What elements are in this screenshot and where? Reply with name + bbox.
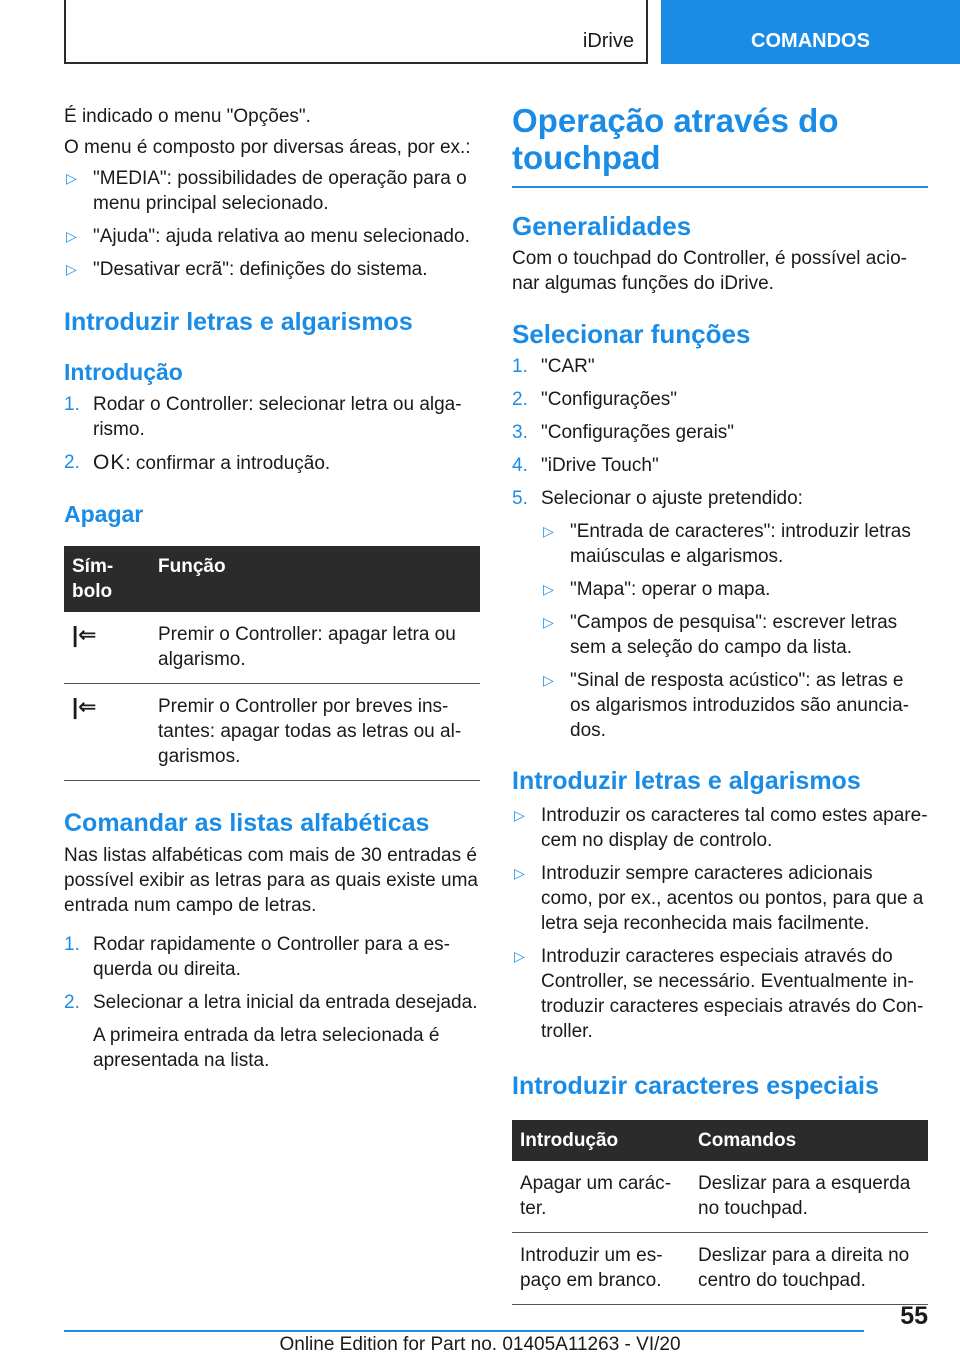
list-item: 1. Rodar rapidamente o Controller para a esquerda ou direita.: [64, 934, 450, 980]
table-row: [512, 1233, 928, 1305]
triangle-bullet-icon: ▷: [543, 523, 554, 539]
list-item: 4. "iDrive Touch": [512, 455, 659, 476]
heading-alphabetic-lists: Comandar as listas alfabéticas: [64, 809, 430, 837]
list-item: 2. "Configurações": [512, 389, 678, 410]
list-item: 5. Selecionar o ajuste pretendido:: [512, 488, 803, 509]
triangle-bullet-icon: ▷: [514, 865, 525, 881]
delete-icon: |⇐: [64, 684, 150, 781]
special-characters-table: [512, 1120, 928, 1305]
list-item: ▷ Introduzir sempre caracteres adicionais como, por ex., acentos ou pontos, para que a letra seja reconhecida mais facilmente.: [514, 863, 924, 934]
page-number: 55: [900, 1302, 928, 1330]
list-item: ▷ "Entrada de caracteres": introduzir letras maiúsculas e algarismos.: [543, 521, 911, 567]
footer-edition-text: Online Edition for Part no. 01405A11263 - VI/20: [279, 1334, 681, 1355]
options-menu-areas: O menu é composto por diversas áreas, por ex.:: [64, 137, 471, 158]
footer-edition: [0, 1334, 960, 1356]
triangle-bullet-icon: ▷: [543, 614, 554, 630]
heading-rule: [512, 186, 928, 188]
left-column: [64, 100, 480, 1073]
list-item: ▷ Introduzir os caracteres tal como estes aparecem no display de controlo.: [514, 805, 928, 851]
alphabetic-lists-steps: [64, 932, 480, 1015]
column-header-function: Função: [150, 546, 480, 612]
heading-introduction: Introdução: [64, 359, 183, 385]
triangle-bullet-icon: ▷: [66, 170, 77, 186]
options-menu-list: [64, 166, 480, 282]
ok-icon: OK: [93, 451, 126, 474]
alphabetic-lists-text: Nas listas alfabéticas com mais de 30 entradas é possível exibir as letras para as quais existe uma entrada num campo de letras.: [64, 845, 478, 916]
list-item: ▷ "Ajuda": ajuda relativa ao menu selecionado.: [66, 226, 470, 247]
triangle-bullet-icon: ▷: [514, 948, 525, 964]
table-cell: Premir o Controller por breves instantes: apagar todas as letras ou algarismos.: [150, 684, 480, 781]
heading-special-characters: Introduzir caracteres especiais: [512, 1072, 879, 1100]
column-header-symbol: Símbolo: [64, 546, 150, 612]
table-cell: Premir o Controller: apagar letra ou algarismo.: [150, 612, 480, 684]
list-item: ▷ "Campos de pesquisa": escrever letras sem a seleção do campo da lista.: [543, 612, 898, 658]
table-cell: Apagar um carácter.: [512, 1161, 690, 1233]
footer-rule: [64, 1330, 864, 1332]
delete-table: [64, 546, 480, 781]
general-text: Com o touchpad do Controller, é possível acionar algumas funções do iDrive.: [512, 248, 907, 294]
header-chapter-tab: [661, 0, 960, 64]
table-row: [64, 612, 480, 684]
heading-touchpad-operation: Operação através do touchpad: [512, 102, 839, 176]
table-cell: Deslizar para a direita no centro do touchpad.: [690, 1233, 928, 1305]
right-column: [512, 100, 928, 1305]
introduction-steps: [64, 392, 480, 476]
table-cell: Deslizar para a esquerda no touchpad.: [690, 1161, 928, 1233]
triangle-bullet-icon: ▷: [66, 261, 77, 277]
list-item: ▷ "MEDIA": possibilidades de operação para o menu principal selecionado.: [66, 168, 467, 214]
column-header-input: Introdução: [512, 1120, 690, 1161]
table-header-row: [64, 546, 480, 612]
delete-icon: |⇐: [64, 612, 150, 684]
triangle-bullet-icon: ▷: [543, 581, 554, 597]
heading-delete: Apagar: [64, 501, 144, 527]
list-item: 2. Selecionar a letra inicial da entrada desejada.: [64, 992, 478, 1013]
header-chapter-label: COMANDOS: [751, 30, 870, 52]
triangle-bullet-icon: ▷: [543, 672, 554, 688]
heading-enter-letters: Introduzir letras e algarismos: [64, 308, 413, 336]
header-section-box: [64, 0, 648, 64]
heading-enter-letters-touchpad: Introduzir letras e algarismos: [512, 767, 861, 795]
select-functions-steps: [512, 354, 928, 511]
heading-general: Generalidades: [512, 211, 692, 241]
table-cell: Introduzir um espaço em branco.: [512, 1233, 690, 1305]
header-section-label: iDrive: [582, 30, 634, 52]
list-item: ▷ "Sinal de resposta acústico": as letras e os algarismos introduzidos são anunciados.: [543, 670, 910, 741]
table-row: [64, 684, 480, 781]
options-menu-intro: É indicado o menu "Opções".: [64, 106, 311, 127]
table-header-row: [512, 1120, 928, 1161]
heading-select-functions: Selecionar funções: [512, 319, 751, 349]
list-item: 1. Rodar o Controller: selecionar letra ou algarismo.: [64, 394, 462, 440]
column-header-commands: Comandos: [690, 1120, 928, 1161]
enter-letters-list: [512, 803, 928, 1044]
list-item: 2. OK: confirmar a introdução.: [64, 451, 331, 474]
list-item: ▷ "Desativar ecrã": definições do sistema.: [66, 259, 428, 280]
list-item: ▷ Introduzir caracteres especiais através do Controller, se necessário. Eventualmente introduzir caracteres especiais através do Controller.: [514, 946, 924, 1042]
alphabetic-lists-note: A primeira entrada da letra selecionada é apresentada na lista.: [93, 1025, 440, 1071]
triangle-bullet-icon: ▷: [514, 807, 525, 823]
table-row: [512, 1161, 928, 1233]
triangle-bullet-icon: ▷: [66, 228, 77, 244]
list-item: 1. "CAR": [512, 356, 595, 377]
select-options-list: [541, 519, 928, 743]
list-item: ▷ "Mapa": operar o mapa.: [543, 579, 771, 600]
list-item: 3. "Configurações gerais": [512, 422, 735, 443]
